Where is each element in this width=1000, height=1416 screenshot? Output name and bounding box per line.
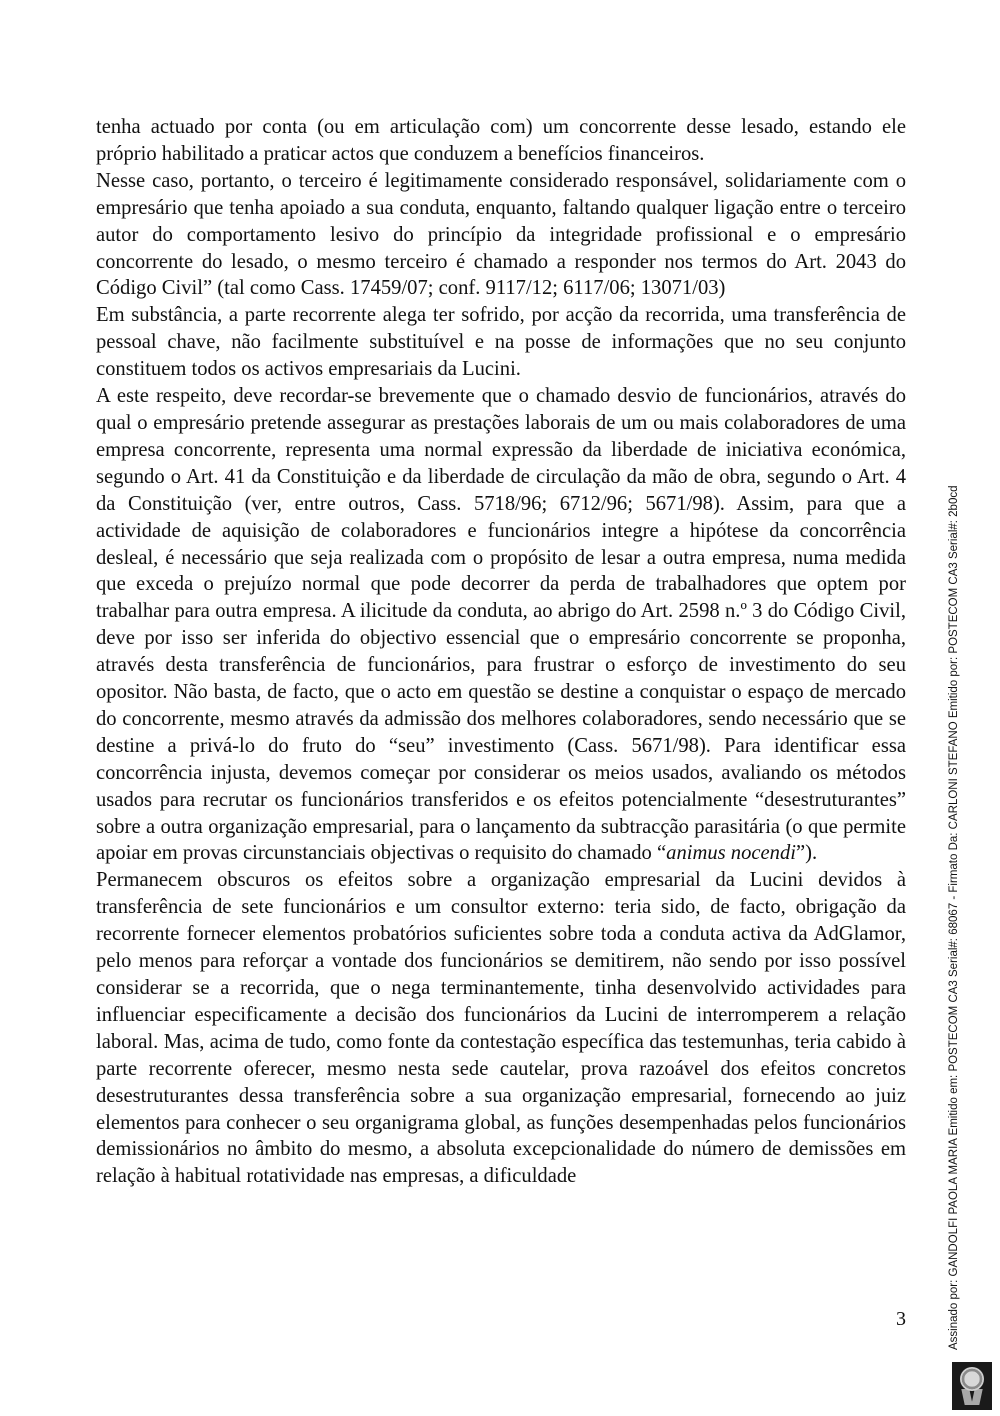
italic-phrase: animus nocendi — [666, 842, 796, 865]
paragraph-4-text: A este respeito, deve recordar-se brevemente que o chamado desvio de funcionários, através do qual o empresário pretende assegurar as prestações laborais de um ou mais colaboradores de uma empresa concorrente, representa uma normal expressão da liberdade de iniciativa económica, segundo o Art. 41 da Constituição e da liberdade de circulação da mão de obra, segundo o Art. 4 da Constituição (ver, entre outros, Cass. 5718/96; 6712/96; 5671/98). Assim, para que a actividade de aquisição de colaboradores e funcionários integre a hipótese da concorrência desleal, é necessário que seja realizada com o propósito de lesar a outra empresa, numa medida que exceda o prejuízo normal que pode decorrer da perda de trabalhadores que optem por trabalhar para outra empresa. A ilicitude da conduta, ao abrigo do Art. 2598 n.º 3 do Código Civil, deve por isso ser inferida do objectivo essencial que o empresário concorrente se proponha, através desta transferência de funcionários, para frustrar o esforço de investimento do seu opositor. Não basta, de facto, que o acto em questão se destine a conquistar o espaço de mercado do concorrente, mesmo através da admissão dos melhores colaboradores, sendo necessário que se destine a privá-lo do fruto do “seu” investimento (Cass. 5671/98). Para identificar essa concorrência injusta, devemos começar por considerar os meios usados, avaliando os métodos usados para recrutar os funcionários transferidos e os efeitos potencialmente “desestruturantes” sobre a outra organização empresarial, para o lançamento da subtracção parasitária (o que permite apoiar em provas circunstanciais objectivas o requisito do chamado “ — [96, 385, 906, 865]
seal-icon — [952, 1362, 992, 1410]
paragraph-2: Nesse caso, portanto, o terceiro é legitimamente considerado responsável, solidariamente com o empresário que tenha apoiado a sua conduta, enquanto, faltando qualquer ligação entre o terceiro autor do comportamento lesivo do princípio da integridade profissional e o empresário concorrente do lesado, o mesmo terceiro é chamado a responder nos termos do Art. 2043 do Código Civil” (tal como Cass. 17459/07; conf. 9117/12; 6117/06; 13071/03) — [96, 169, 906, 300]
document-body — [96, 114, 906, 1190]
seal-ribbon-right — [971, 1389, 982, 1405]
signature-sidebar: Assinado por: GANDOLFI PAOLA MARIA Emitido em: POSTECOM CA3 Serial#: 68067 - Firmato Da: CARLONI STEFANO Emitido por: POSTECOM CA3 Serial#: 2b0cd — [948, 485, 960, 1350]
paragraph-4 — [96, 383, 906, 867]
paragraph-1: tenha actuado por conta (ou em articulação com) um concorrente desse lesado, estando ele próprio habilitado a praticar actos que conduzem a benefícios financeiros. — [96, 116, 906, 165]
paragraph-4-end: ”). — [795, 842, 818, 865]
page-number: 3 — [896, 1308, 906, 1330]
paragraph-3: Em substância, a parte recorrente alega ter sofrido, por acção da recorrida, uma transferência de pessoal chave, não facilmente substituível e na posse de informações que no seu conjunto constituem todos os activos empresariais da Lucini. — [96, 304, 906, 381]
paragraph-5: Permanecem obscuros os efeitos sobre a organização empresarial da Lucini devidos à transferência de sete funcionários e um consultor externo: teria sido, de facto, obrigação da recorrente fornecer elementos probatórios suficientes sobre toda a conduta activa da AdGlamor, pelo menos para reforçar a vontade dos funcionários se demitirem, não sendo por isso possível considerar se a recorrida, que o nega terminantemente, tinha desenvolvido actividades para influenciar especificamente a decisão dos funcionários da Lucini de interromperem a relação laboral. Mas, acima de tudo, como fonte da contestação específica das testemunhas, teria cabido à parte recorrente oferecer, mesmo nesta sede cautelar, prova razoável dos efeitos concretos desestruturantes dessa transferência sobre a sua organização empresarial, fornecendo ao juiz elementos para conhecer o seu organigrama global, as funções desempenhadas pelos funcionários demissionários no âmbito do mesmo, a absoluta excepcionalidade do número de demissões em relação à habitual rotatividade nas empresas, a dificuldade — [96, 869, 906, 1188]
seal-rosette — [960, 1367, 984, 1391]
